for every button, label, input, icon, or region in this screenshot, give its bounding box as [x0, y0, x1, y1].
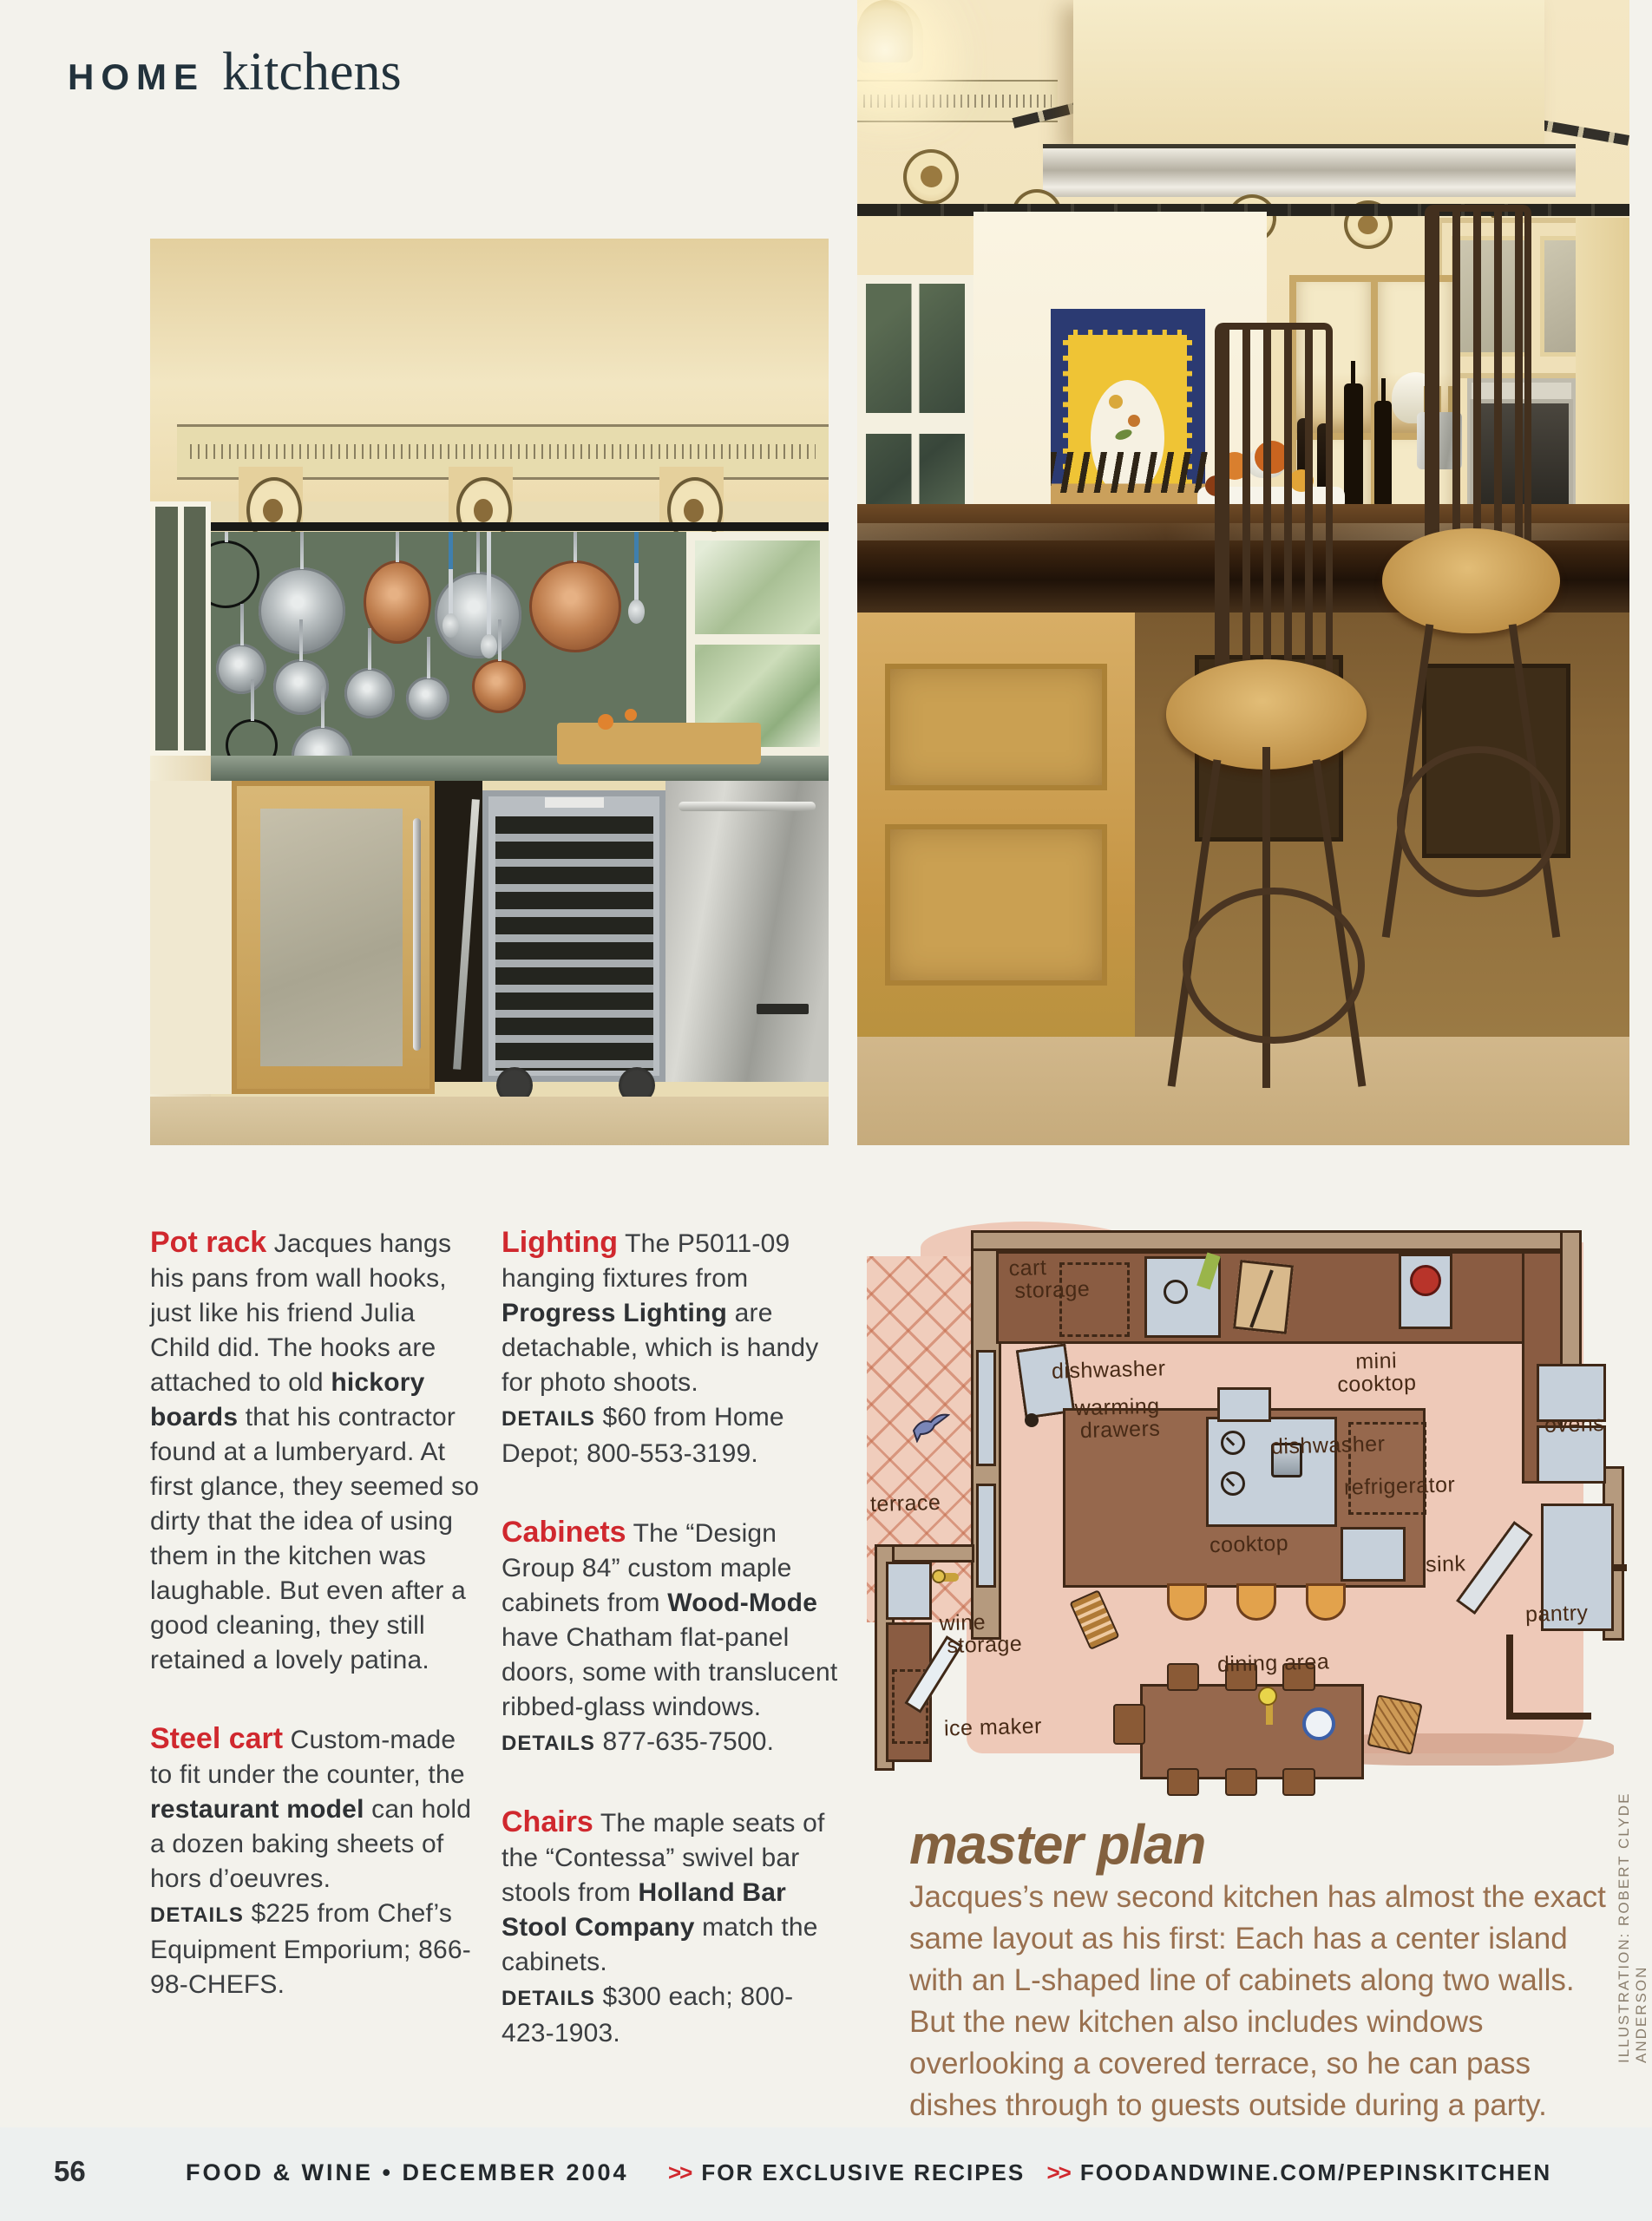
- plan-label-cooktop: cooktop: [1209, 1530, 1289, 1557]
- plan-label-cart-storage: cart storage: [1008, 1255, 1091, 1304]
- dining-chair: [1225, 1768, 1257, 1796]
- article-lighting: Lighting The P5011-09 hanging fixtures from Progress Lighting are detachable, which is handy for photo shoots. DETAILS $60 from Home Depot; 800-553-3199.: [502, 1225, 845, 1471]
- table-plate: [1302, 1707, 1335, 1740]
- knife-row: [1051, 452, 1213, 509]
- wine-storage-window: [886, 1562, 932, 1620]
- article-heading: Lighting: [502, 1226, 619, 1259]
- dining-chair: [1282, 1768, 1314, 1796]
- bottle: [1344, 383, 1363, 505]
- plan-label-dishwasher-island: dishwasher: [1270, 1431, 1386, 1459]
- carrot: [598, 714, 613, 730]
- plan-label-wine-storage: wine storage: [939, 1609, 1023, 1659]
- article-heading: Cabinets: [502, 1516, 626, 1549]
- details-line: DETAILS $60 from Home Depot; 800-553-3199.: [502, 1403, 784, 1468]
- section-header: [68, 42, 402, 103]
- illustration-credit: ILLUSTRATION: ROBERT CLYDE ANDERSON: [1616, 1792, 1649, 2063]
- hanging-utensil: [449, 532, 453, 615]
- sink-drain: [1164, 1280, 1188, 1304]
- plan-label-dishwasher: dishwasher: [1051, 1355, 1166, 1384]
- warming-drawer-appliance: [1217, 1387, 1271, 1422]
- pan: [529, 560, 621, 652]
- dining-chair: [1113, 1704, 1145, 1745]
- cutting-board: [557, 723, 761, 764]
- article-steel-cart: Steel cart Custom-made to fit under the counter, the restaurant model can hold a dozen baking sheets of hors d’oeuvres. DETAILS $225 from Chef’s Equipment Emporium; 866-98-CHEFS.: [150, 1721, 480, 2002]
- article-cabinets: Cabinets The “Design Group 84” custom maple cabinets from Wood-Mode have Chatham flat-panel doors, some with translucent ribbed-glass windows. DETAILS 877-635-7500.: [502, 1515, 845, 1761]
- pan: [226, 719, 278, 755]
- wall: [1560, 1230, 1582, 1370]
- article-heading: Pot rack: [150, 1226, 267, 1259]
- shelf-line: [177, 522, 829, 531]
- left-window: [150, 501, 211, 756]
- article-heading: Steel cart: [150, 1722, 284, 1755]
- decorative-plate: [903, 149, 959, 205]
- candle-flame: [1258, 1687, 1277, 1706]
- hanging-utensil: [634, 532, 639, 601]
- pan: [406, 677, 449, 720]
- lower-left-wall: [150, 781, 232, 1095]
- pantry-wall: [1506, 1713, 1591, 1720]
- dishwasher-front: [665, 781, 829, 1082]
- pantry-wall: [1506, 1635, 1513, 1716]
- wine-bottle: [932, 1569, 946, 1583]
- dining-chair: [1167, 1768, 1199, 1796]
- section-kicker: HOME: [68, 56, 205, 97]
- pan: [211, 541, 259, 608]
- island-sink: [1341, 1527, 1406, 1582]
- plan-label-warming-drawers: warming drawers: [1073, 1393, 1161, 1444]
- master-plan-body: Jacques’s new second kitchen has almost the exact same layout as his first: Each has a center island with an L-shaped line of cabinets along two walls. But the new kitchen also includes windows overlooking a covered terrace, so he can pass dishes through to guests outside during a party.: [909, 1880, 1606, 2122]
- red-pan: [1410, 1265, 1441, 1296]
- bar-stool: [1166, 538, 1367, 1088]
- plan-label-pantry: pantry: [1524, 1600, 1589, 1627]
- column-middle: [502, 1225, 845, 2094]
- pan: [344, 668, 395, 718]
- article-pot-rack: Pot rack Jacques hangs his pans from wall hooks, just like his friend Julia Child did. The hooks are attached to old hickory boards that his contractor found at a lumberyard. At first glance, they seemed so dirty that the idea of using them in the kitchen was laughable. But even after a good cleaning, they still retained a lovely patina.: [150, 1226, 480, 1674]
- steel-cart: [482, 790, 665, 1082]
- hanging-utensil: [487, 532, 491, 636]
- footer-magazine: FOOD & WINE • DECEMBER 2004: [186, 2159, 629, 2185]
- pot-rack-wall: [211, 532, 685, 756]
- pan: [292, 726, 352, 756]
- details-line: DETAILS 877-635-7500.: [502, 1727, 775, 1756]
- chevron-icon: >>: [668, 2159, 692, 2185]
- lower-cabinets: [150, 781, 829, 1095]
- floor-plan-illustration: [859, 1204, 1629, 1785]
- bird-icon: [905, 1408, 950, 1443]
- chevron-icon: >>: [1046, 2159, 1070, 2185]
- article-heading: Chairs: [502, 1805, 593, 1838]
- pan: [273, 659, 329, 715]
- pass-through-window: [976, 1350, 996, 1466]
- plan-label-dining-area: dining area: [1216, 1649, 1330, 1677]
- plan-label-ice-maker: ice maker: [943, 1713, 1042, 1741]
- plan-label-ovens: ovens: [1544, 1412, 1605, 1438]
- bar-stool: [1382, 412, 1560, 939]
- footer-site-link[interactable]: FOODANDWINE.COM/PEPINSKITCHEN: [1079, 2159, 1552, 2185]
- footer-promo: >> FOR EXCLUSIVE RECIPES >> FOODANDWINE.COM/PEPINSKITCHEN: [668, 2159, 1552, 2185]
- master-plan-heading: master plan: [909, 1813, 1206, 1877]
- range-hood: [1073, 0, 1544, 149]
- dining-chair: [1167, 1663, 1199, 1691]
- page-title: kitchens: [222, 43, 402, 102]
- cabinet-gap: [435, 781, 482, 1082]
- maple-cabinet: [232, 781, 436, 1095]
- photo-floor: [150, 1097, 829, 1145]
- photo-kitchen-island: [857, 0, 1629, 1145]
- pan: [216, 644, 266, 694]
- article-chairs: Chairs The maple seats of the “Contessa” swivel bar stools from Holland Bar Stool Company match the cabinets. DETAILS $300 each; 800-423-1903.: [502, 1805, 845, 2051]
- plan-label-mini-cooktop: mini cooktop: [1336, 1347, 1417, 1397]
- details-line: DETAILS $300 each; 800-423-1903.: [502, 1982, 794, 2047]
- column-left: [150, 1225, 480, 2046]
- plan-label-terrace: terrace: [869, 1490, 941, 1517]
- page-number: 56: [54, 2155, 86, 2187]
- pan: [364, 560, 431, 644]
- details-line: DETAILS $225 from Chef’s Equipment Emporium; 866-98-CHEFS.: [150, 1899, 471, 1999]
- cart-wheel: [1025, 1413, 1039, 1427]
- wall: [971, 1230, 1580, 1250]
- pan: [472, 659, 526, 713]
- photo-pot-rack: [150, 239, 829, 1145]
- hood-rim: [1043, 144, 1576, 196]
- right-window: [686, 532, 829, 756]
- plan-label-sink: sink: [1425, 1551, 1466, 1577]
- pass-through-window: [976, 1484, 996, 1589]
- plan-label-refrigerator: refrigerator: [1344, 1471, 1457, 1500]
- island-wood-front: [857, 613, 1135, 1036]
